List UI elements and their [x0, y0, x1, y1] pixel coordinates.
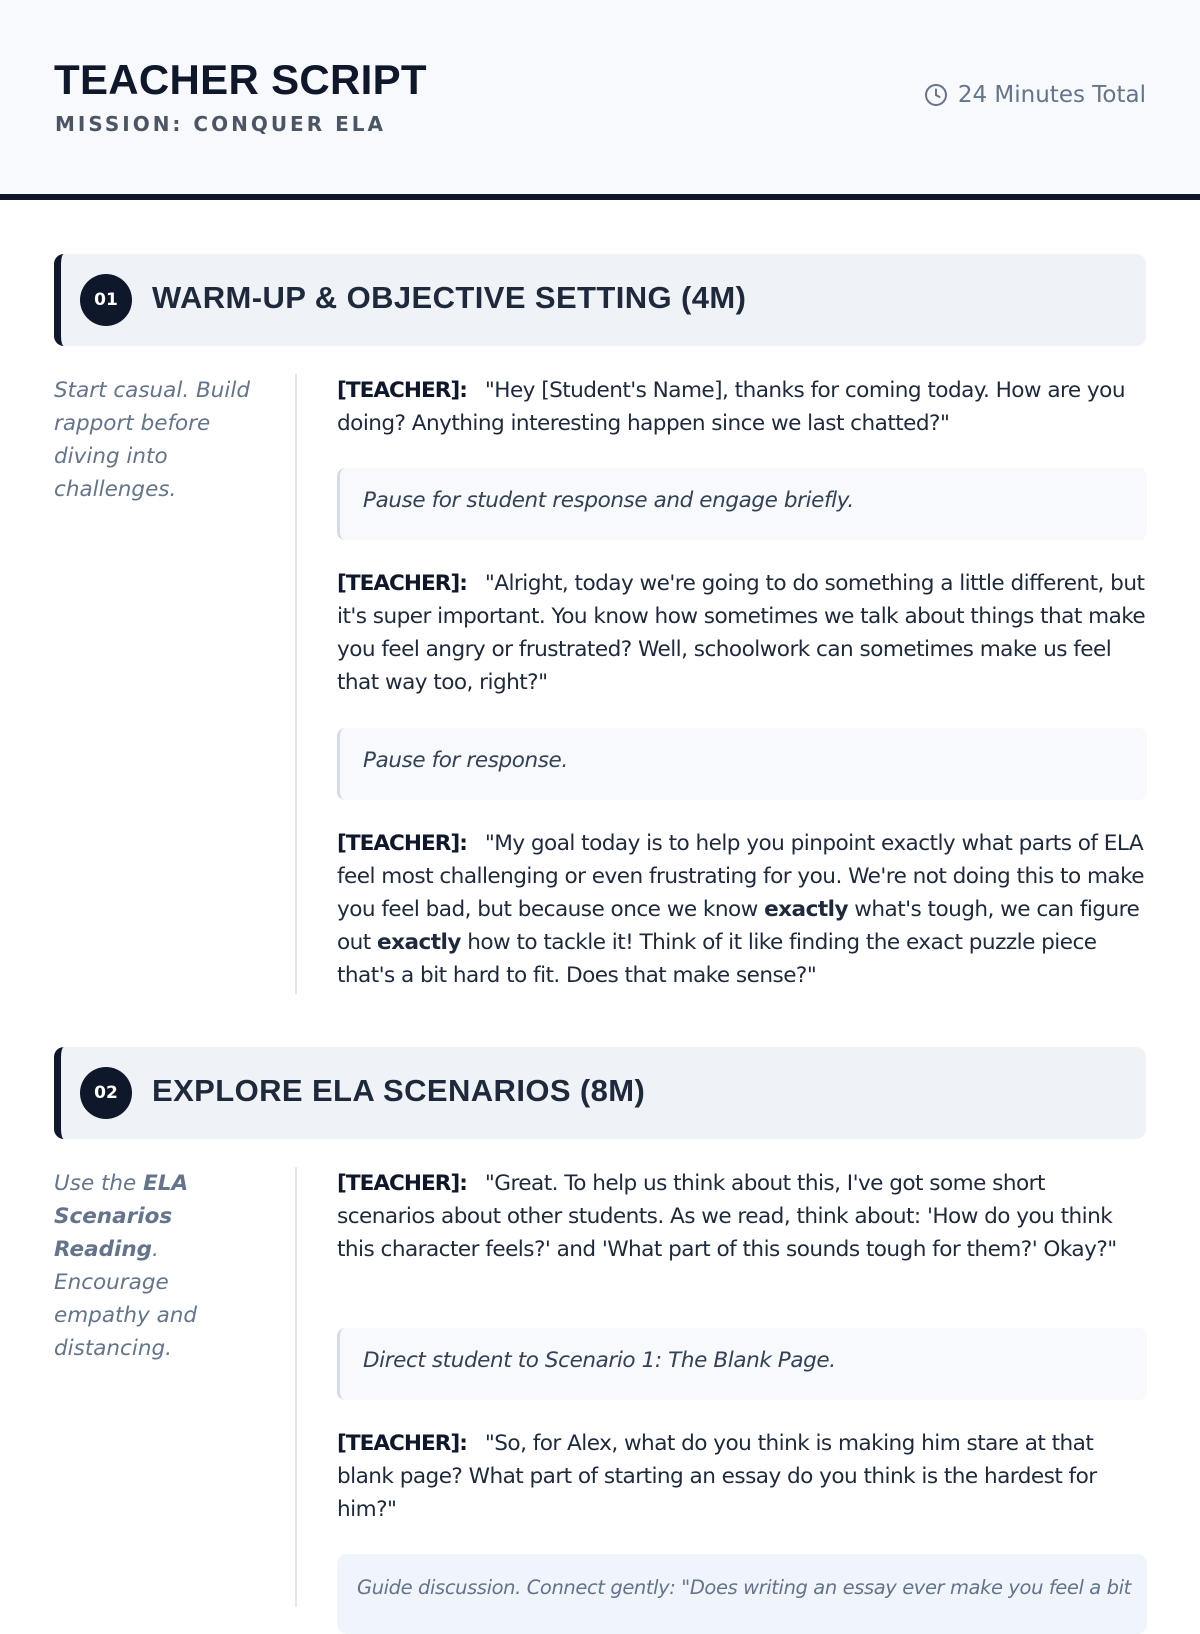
teacher-note: Start casual. Build rapport before diving into challenges. — [54, 378, 250, 502]
stage-cue: Pause for student response and engage briefly. — [337, 468, 1147, 540]
section-divider — [295, 1167, 297, 1607]
line-text: how to tackle it! Think of it like finding the exact puzzle piece that's a bit hard to fit. Does that make sense?" — [337, 930, 1097, 988]
section-header-warm-up — [54, 254, 1146, 346]
teacher-line — [337, 1427, 1147, 1526]
speaker-label: [TEACHER]: — [337, 1431, 467, 1456]
teacher-line — [337, 1167, 1147, 1266]
teacher-line — [337, 827, 1147, 992]
discussion-guide: Guide discussion. Connect gently: "Does writing an essay ever make you feel a bit — [337, 1554, 1147, 1634]
duration-indicator — [924, 82, 1146, 108]
speaker-label: [TEACHER]: — [337, 831, 467, 856]
line-text: "Hey [Student's Name], thanks for coming today. How are you doing? Anything interesting happen since we last chatted?" — [337, 378, 1125, 436]
line-text: "So, for Alex, what do you think is making him stare at that blank page? What part of starting an essay do you think is the hardest for him?" — [337, 1431, 1097, 1522]
section-number-badge: 02 — [80, 1067, 132, 1119]
teacher-note — [54, 1167, 262, 1365]
section-header-explore — [54, 1047, 1146, 1139]
speaker-label: [TEACHER]: — [337, 1171, 467, 1196]
section-title: WARM-UP & OBJECTIVE SETTING (4M) — [152, 280, 747, 315]
note-text: Use the — [54, 1171, 144, 1196]
speaker-label: [TEACHER]: — [337, 378, 467, 403]
note-text: . Encourage empathy and distancing. — [54, 1237, 198, 1361]
emphasis-text: exactly — [377, 930, 461, 955]
page-title: TEACHER SCRIPT — [54, 56, 427, 103]
emphasis-text: exactly — [764, 897, 848, 922]
stage-cue: Pause for response. — [337, 728, 1147, 800]
line-text: "Great. To help us think about this, I've got some short scenarios about other students. As we read, think about: 'How do you think this character feels?' and 'What part of this sounds tough for them?' Okay?" — [337, 1171, 1117, 1262]
section-divider — [295, 374, 297, 994]
page-header — [0, 0, 1200, 200]
clock-icon — [924, 83, 948, 107]
stage-cue: Direct student to Scenario 1: The Blank Page. — [337, 1328, 1147, 1400]
duration-text: 24 Minutes Total — [957, 82, 1146, 108]
line-text: "My goal today is to help you pinpoint exactly what parts of ELA feel most challenging or even frustrating for you. We're not doing this to make you feel bad, but because once we know — [337, 831, 1145, 922]
section-number-badge: 01 — [80, 274, 132, 326]
page-subtitle: MISSION: CONQUER ELA — [55, 112, 386, 136]
speaker-label: [TEACHER]: — [337, 571, 467, 596]
note-emphasis: ELA Scenarios Reading — [54, 1171, 189, 1262]
line-text: what's tough, we can figure out — [337, 897, 1140, 955]
teacher-line — [337, 374, 1147, 440]
section-title: EXPLORE ELA SCENARIOS (8M) — [152, 1073, 646, 1108]
teacher-line — [337, 567, 1147, 699]
line-text: "Alright, today we're going to do something a little different, but it's super important. You know how sometimes we talk about things that make you feel angry or frustrated? Well, schoolwork can sometimes make us feel that way too, right?" — [337, 571, 1146, 695]
